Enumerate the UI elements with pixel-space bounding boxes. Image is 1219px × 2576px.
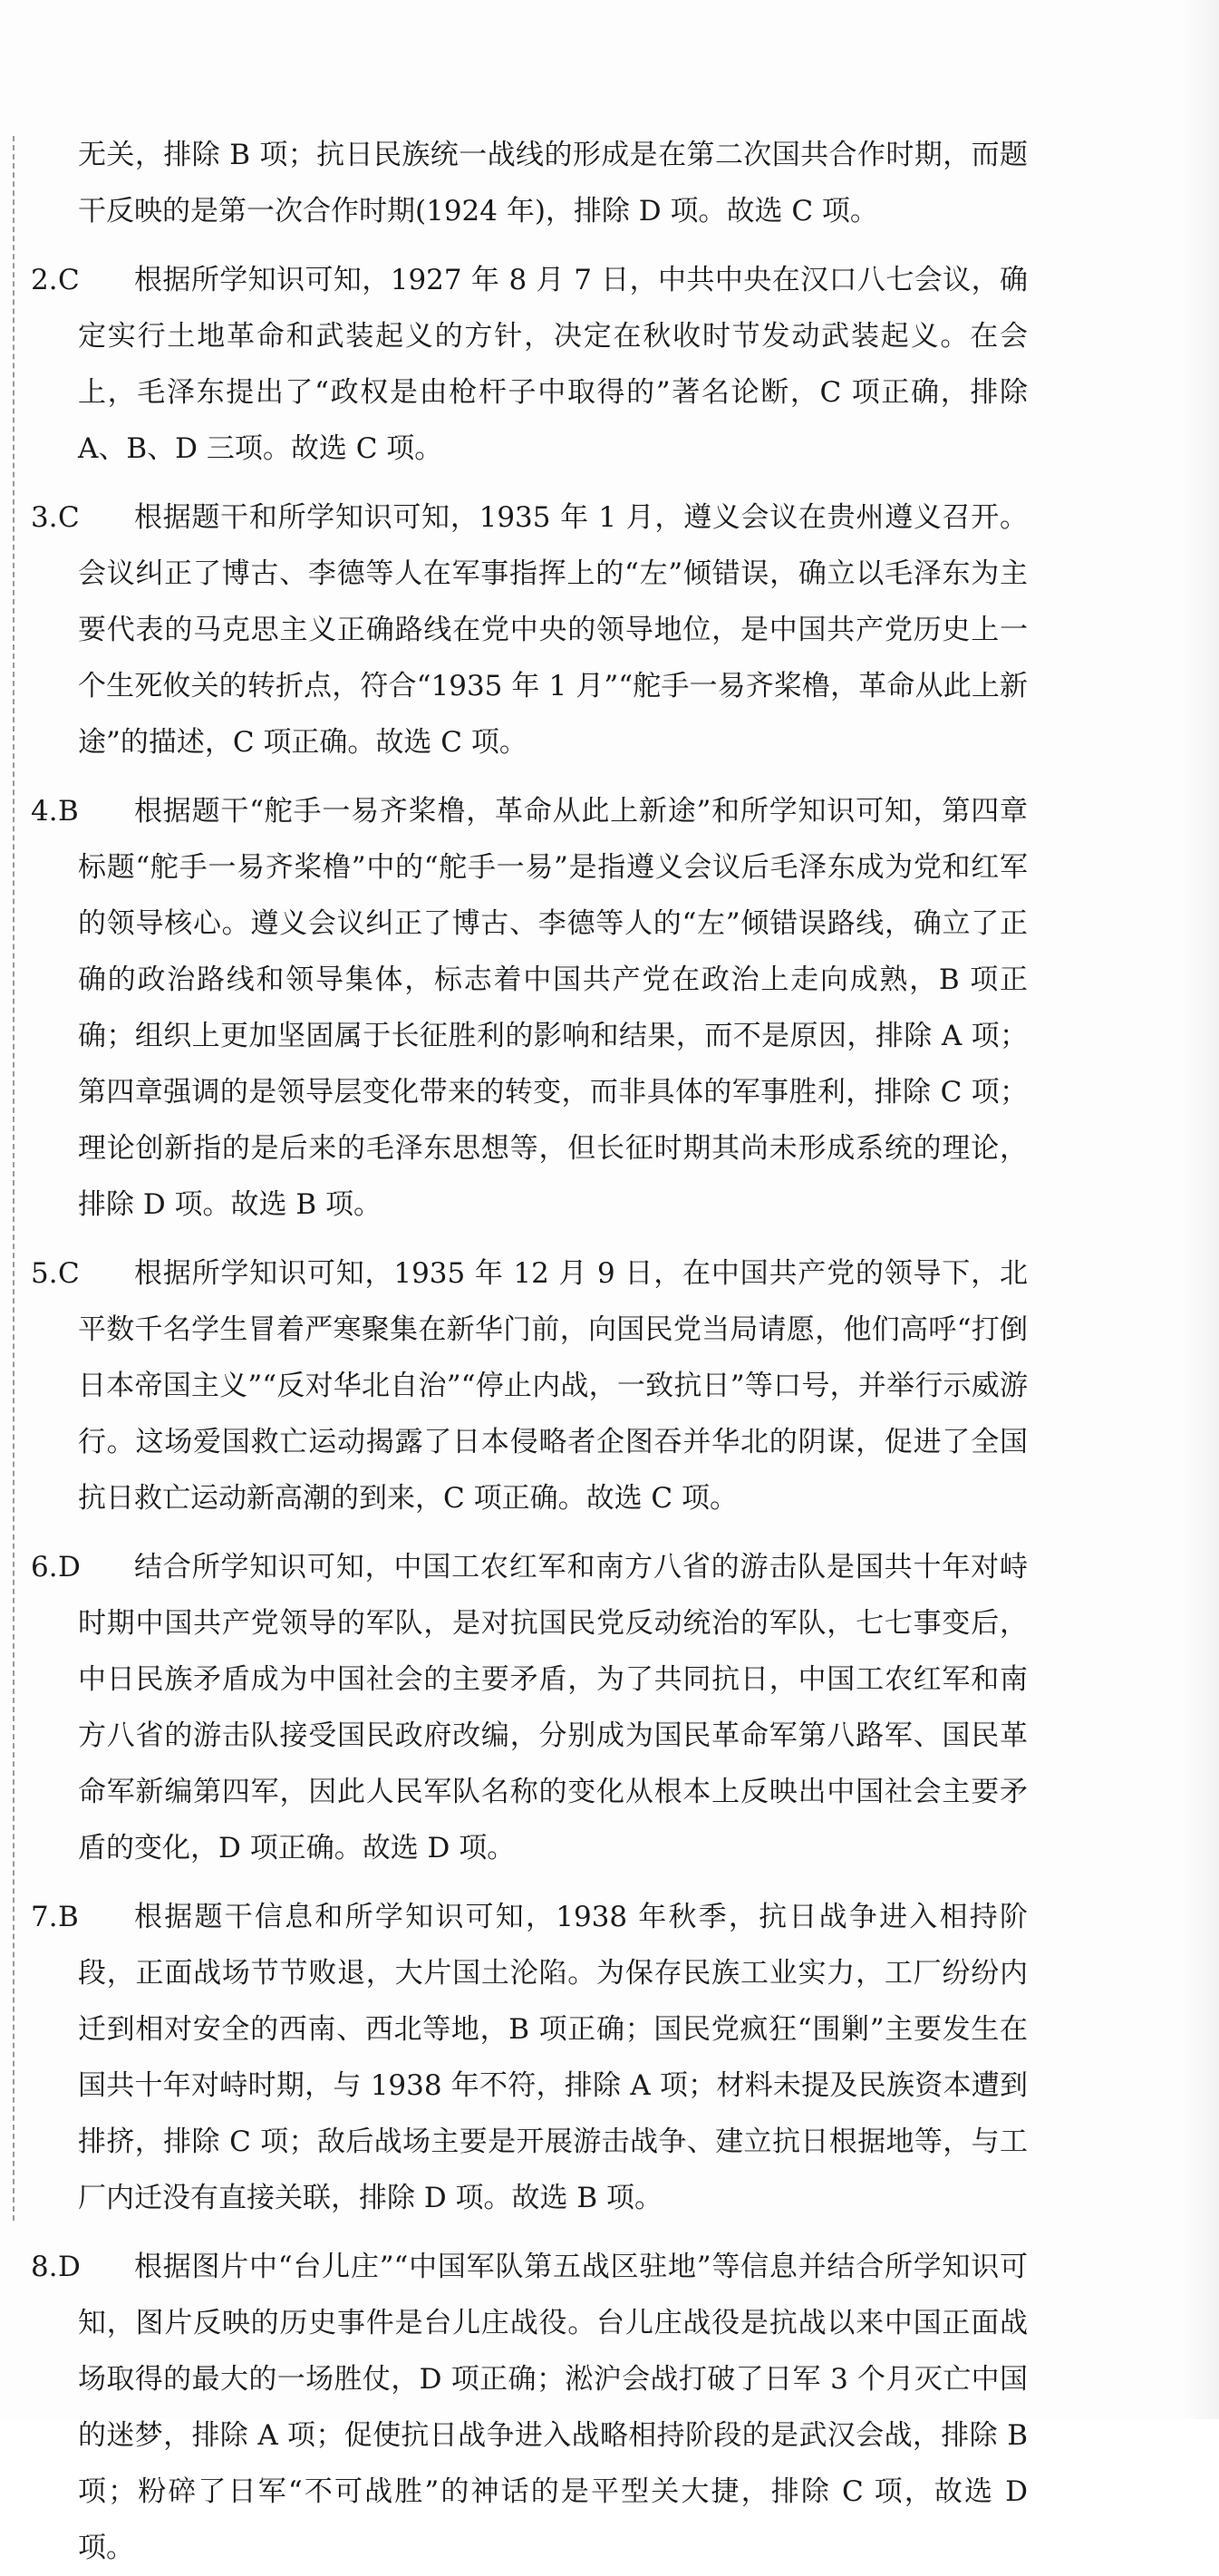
item-number: 5. — [31, 1257, 58, 1290]
item-answer: B — [58, 795, 79, 828]
answer-item — [31, 1539, 1028, 1876]
item-lead — [31, 1245, 103, 1302]
answer-item — [31, 1245, 1028, 1526]
item-explanation: 根据题干“舵手一易齐桨橹，革命从此上新途”和所学知识可知，第四章标题“舵手一易齐桨橹”中的“舵手一易”是指遵义会议后毛泽东成为党和红军的领导核心。遵义会议纠正了博古、李德等人的“左”倾错误路线，确立了正确的政治路线和领导集体，标志着中国共产党在政治上走向成熟，B 项正确；组织上更加坚固属于长征胜利的影响和结果，而不是原因，排除 A 项；第四章强调的是领导层变化带来的转变，而非具体的军事胜利，排除 C 项；理论创新指的是后来的毛泽东思想等，但长征时期其尚未形成系统的理论，排除 D 项。故选 B 项。 — [78, 795, 1028, 1221]
item-answer: C — [58, 1257, 80, 1290]
answer-item — [31, 2239, 1028, 2576]
item-explanation: 根据题干信息和所学知识可知，1938 年秋季，抗日战争进入相持阶段，正面战场节节败退，大片国土沦陷。为保存民族工业实力，工厂纷纷内迁到相对安全的西南、西北等地，B 项正确；国民党疯狂“围剿”主要发生在国共十年对峙时期，与 1938 年不符，排除 A 项；材料未提及民族资本遭到排挤，排除 C 项；敌后战场主要是开展游击战争、建立抗日根据地等，与工厂内迁没有直接关联，排除 D 项。故选 B 项。 — [78, 1901, 1028, 2214]
answer-item — [31, 783, 1028, 1233]
item-number: 7. — [31, 1901, 58, 1933]
item-answer: C — [58, 264, 80, 296]
item-answer: D — [58, 1551, 81, 1583]
answer-explanations — [31, 127, 1028, 2576]
answer-item — [31, 489, 1028, 770]
item-number: 2. — [31, 264, 58, 296]
item-number: 8. — [31, 2251, 58, 2283]
item-number: 4. — [31, 795, 58, 828]
item-number: 3. — [31, 501, 58, 534]
item-lead — [31, 783, 103, 839]
answer-item — [31, 252, 1028, 477]
intro-paragraph: 无关，排除 B 项；抗日民族统一战线的形成是在第二次国共合作时期，而题干反映的是第一次合作时期(1924 年)，排除 D 项。故选 C 项。 — [78, 139, 1028, 228]
item-lead — [31, 1889, 103, 1945]
item-explanation: 根据题干和所学知识可知，1935 年 1 月，遵义会议在贵州遵义召开。会议纠正了博古、李德等人在军事指挥上的“左”倾错误，确立以毛泽东为主要代表的马克思主义正确路线在党中央的领导地位，是中国共产党历史上一个生死攸关的转折点，符合“1935 年 1 月”“舵手一易齐桨橹，革命从此上新途”的描述，C 项正确。故选 C 项。 — [78, 501, 1028, 759]
item-answer: D — [58, 2251, 81, 2283]
item-lead — [31, 1539, 103, 1595]
answer-item — [31, 1889, 1028, 2226]
item-answer: C — [58, 501, 80, 534]
page-edge-shadow — [1183, 0, 1219, 2419]
item-explanation: 结合所学知识可知，中国工农红军和南方八省的游击队是国共十年对峙时期中国共产党领导的军队，是对抗国民党反动统治的军队，七七事变后，中日民族矛盾成为中国社会的主要矛盾，为了共同抗日，中国工农红军和南方八省的游击队接受国民政府改编，分别成为国民革命军第八路军、国民革命军新编第四军，因此人民军队名称的变化从根本上反映出中国社会主要矛盾的变化，D 项正确。故选 D 项。 — [78, 1551, 1028, 1864]
item-lead — [31, 252, 103, 308]
item-explanation: 根据图片中“台儿庄”“中国军队第五战区驻地”等信息并结合所学知识可知，图片反映的历史事件是台儿庄战役。台儿庄战役是抗战以来中国正面战场取得的最大的一场胜仗，D 项正确；淞沪会战打破了日军 3 个月灭亡中国的迷梦，排除 A 项；促使抗日战争进入战略相持阶段的是武汉会战，排除 B 项；粉碎了日军“不可战胜”的神话的是平型关大捷，排除 C 项，故选 D 项。 — [78, 2251, 1028, 2564]
item-answer: B — [58, 1901, 79, 1933]
item-lead — [31, 2239, 103, 2295]
item-explanation: 根据所学知识可知，1927 年 8 月 7 日，中共中央在汉口八七会议，确定实行土地革命和武装起义的方针，决定在秋收时节发动武装起义。在会上，毛泽东提出了“政权是由枪杆子中取得的”著名论断，C 项正确，排除 A、B、D 三项。故选 C 项。 — [78, 264, 1028, 465]
item-lead — [31, 489, 103, 546]
item-explanation: 根据所学知识可知，1935 年 12 月 9 日，在中国共产党的领导下，北平数千名学生冒着严寒聚集在新华门前，向国民党当局请愿，他们高呼“打倒日本帝国主义”“反对华北自治”“停止内战，一致抗日”等口号，并举行示威游行。这场爱国救亡运动揭露了日本侵略者企图吞并华北的阴谋，促进了全国抗日救亡运动新高潮的到来，C 项正确。故选 C 项。 — [78, 1257, 1028, 1515]
binding-dashed-line — [13, 136, 15, 2221]
answer-item-list — [31, 252, 1028, 2576]
item-number: 6. — [31, 1551, 58, 1583]
